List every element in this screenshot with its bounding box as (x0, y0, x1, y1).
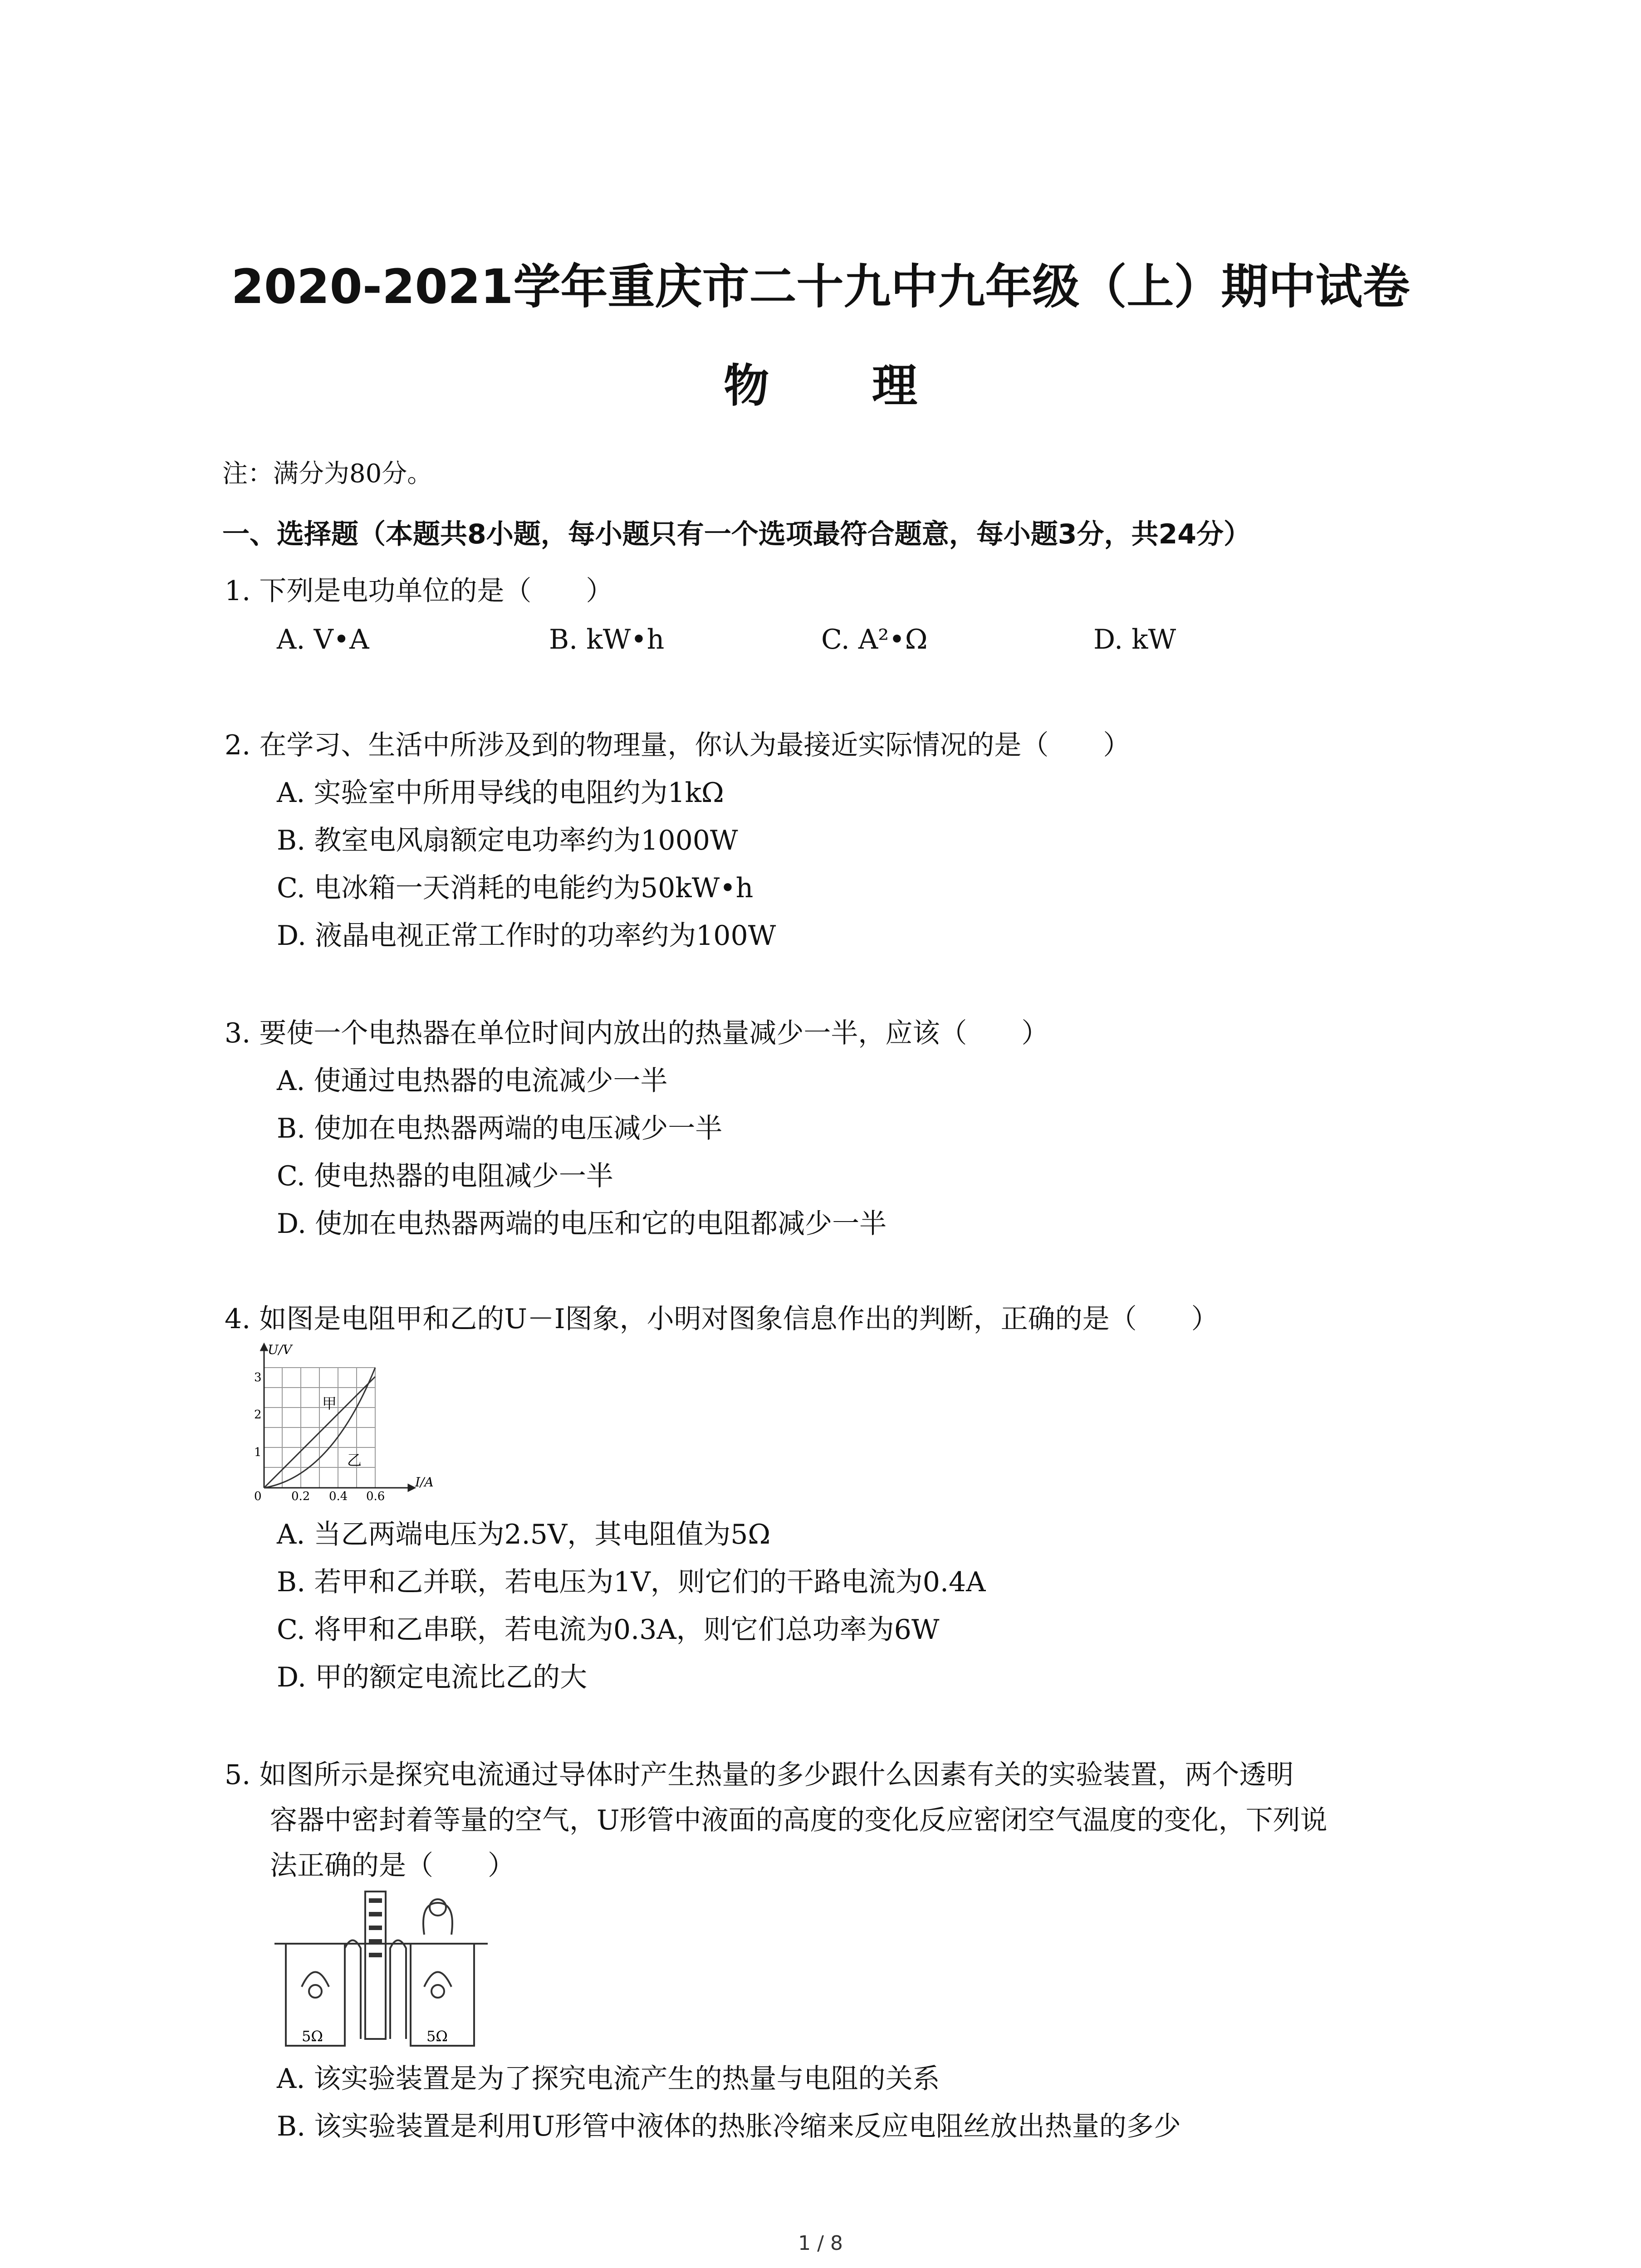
option-d: D. 甲的额定电流比乙的大 (277, 1662, 588, 1693)
option-b: B. kW•h (549, 624, 665, 655)
section-heading: 一、选择题（本题共8小题，每小题只有一个选项最符合题意，每小题3分，共24分） (222, 518, 1251, 550)
option-a: A. 实验室中所用导线的电阻约为1kΩ (277, 777, 724, 809)
ui-graph-figure (254, 1340, 463, 1501)
y-tick-2: 2 (254, 1408, 262, 1422)
option-d: D. 使加在电热器两端的电压和它的电阻都减少一半 (277, 1208, 887, 1240)
question-stem: 3. 要使一个电热器在单位时间内放出的热量减少一半，应该（ ） (225, 1017, 1049, 1049)
x-tick-0-6: 0.6 (366, 1490, 385, 1501)
option-b: B. 使加在电热器两端的电压减少一半 (277, 1113, 723, 1144)
y-tick-3: 3 (254, 1371, 262, 1384)
score-note: 注：满分为80分。 (222, 459, 433, 489)
x-axis-label: I/A (415, 1475, 434, 1490)
question-stem: 4. 如图是电阻甲和乙的U－I图象，小明对图象信息作出的判断，正确的是（ ） (225, 1303, 1219, 1335)
option-b: B. 若甲和乙并联，若电压为1V，则它们的干路电流为0.4A (277, 1566, 986, 1598)
x-tick-0-4: 0.4 (329, 1490, 348, 1501)
y-axis-label: U/V (268, 1342, 292, 1357)
origin-label: 0 (254, 1490, 262, 1501)
question-stem-line-2: 容器中密封着等量的空气，U形管中液面的高度的变化反应密闭空气温度的变化，下列说 (270, 1804, 1327, 1836)
x-tick-0-2: 0.2 (291, 1490, 310, 1501)
resistor-label-right: 5Ω (426, 2028, 448, 2045)
graph-grid (264, 1368, 375, 1488)
option-c: C. 电冰箱一天消耗的电能约为50kW•h (277, 872, 754, 904)
resistor-label-left: 5Ω (302, 2028, 323, 2045)
y-tick-1: 1 (254, 1446, 262, 1459)
question-stem: 1. 下列是电功单位的是（ ） (225, 575, 613, 607)
subject-heading: 物 理 (724, 359, 961, 412)
option-c: C. 使电热器的电阻减少一半 (277, 1160, 613, 1192)
option-c: C. 将甲和乙串联，若电流为0.3A，则它们总功率为6W (277, 1614, 940, 1646)
option-c: C. A²•Ω (821, 624, 928, 655)
apparatus-figure (270, 1889, 497, 2053)
option-a: A. V•A (277, 624, 369, 655)
question-stem: 2. 在学习、生活中所涉及到的物理量，你认为最接近实际情况的是（ ） (225, 729, 1131, 761)
option-d: D. kW (1093, 624, 1176, 655)
option-b: B. 该实验装置是利用U形管中液体的热胀冷缩来反应电阻丝放出热量的多少 (277, 2111, 1181, 2142)
option-b: B. 教室电风扇额定电功率约为1000W (277, 825, 738, 856)
option-a: A. 当乙两端电压为2.5V，其电阻值为5Ω (277, 1519, 771, 1550)
option-a: A. 使通过电热器的电流减少一半 (277, 1065, 668, 1097)
question-stem-line-1: 5. 如图所示是探究电流通过导体时产生热量的多少跟什么因素有关的实验装置，两个透明 (225, 1759, 1294, 1791)
curve-label-jia: 甲 (322, 1395, 337, 1412)
question-stem-line-3: 法正确的是（ ） (270, 1850, 515, 1882)
option-a: A. 该实验装置是为了探究电流产生的热量与电阻的关系 (277, 2063, 940, 2095)
page-number: 1 / 8 (798, 2232, 843, 2255)
exam-title: 2020-2021学年重庆市二十九中九年级（上）期中试卷 (231, 259, 1410, 314)
curve-label-yi: 乙 (347, 1452, 362, 1469)
option-d: D. 液晶电视正常工作时的功率约为100W (277, 920, 776, 952)
